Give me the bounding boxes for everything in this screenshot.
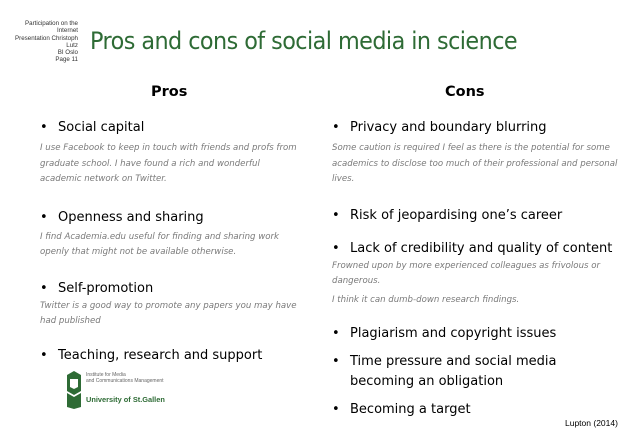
- pros-item: [40, 279, 302, 330]
- presentation-meta: [4, 20, 78, 64]
- bullet: •: [332, 120, 340, 135]
- university-logo: [64, 365, 184, 413]
- cons-item: [332, 400, 632, 420]
- cons-item: [332, 324, 632, 344]
- cons-item: [332, 118, 632, 188]
- cons-item-label: Time pressure and social media becoming an obligation: [350, 354, 557, 389]
- meta-line-presenter: Presentation Christoph Lutz: [15, 34, 78, 49]
- meta-line-venue: BI Oslo: [57, 49, 78, 57]
- cons-item-label: Plagiarism and copyright issues: [350, 326, 557, 341]
- pros-heading: Pros: [151, 84, 188, 100]
- meta-line-event: Participation on the Internet: [25, 20, 78, 35]
- cons-heading: Cons: [445, 84, 485, 100]
- pros-item-label: Openness and sharing: [58, 209, 204, 225]
- cons-column: [332, 118, 632, 420]
- cons-item: [332, 352, 632, 392]
- cons-item-quote: I think it can dumb-down research findings.: [332, 294, 520, 305]
- cons-item-quote: Some caution is required I feel as there is the potential for some academics to disclose too much of their professional and personal lives.: [332, 143, 618, 184]
- pros-item: [40, 208, 302, 261]
- bullet: •: [332, 240, 340, 256]
- pros-item-quote: Twitter is a good way to promote any papers you may have had published: [40, 300, 297, 326]
- logo-org-line: Institute for Media: [86, 372, 126, 378]
- cons-item-label: Privacy and boundary blurring: [350, 120, 547, 135]
- bullet: •: [40, 280, 48, 296]
- pros-item-quote: I use Facebook to keep in touch with friends and profs from graduate school. I have found a rich and wonderful academic network on Twitter.: [40, 143, 297, 184]
- meta-line-page: Page 11: [55, 56, 78, 64]
- pros-item-quote: I find Academia.edu useful for finding and sharing work openly that might not be available otherwise.: [40, 231, 280, 257]
- bullet: •: [40, 209, 48, 225]
- pros-item-label: Social capital: [58, 120, 145, 135]
- pros-column: [40, 118, 302, 366]
- bullet: •: [332, 326, 340, 341]
- cons-item: [332, 206, 632, 226]
- logo-university-name: University of St.Gallen: [86, 395, 165, 404]
- cons-item-quote: Frowned upon by more experienced colleagues as frivolous or dangerous.: [332, 260, 601, 286]
- pros-item: [40, 346, 302, 366]
- cons-item-label: Risk of jeopardising one’s career: [350, 207, 563, 223]
- university-crest-icon: [64, 365, 84, 411]
- logo-org-line: and Communications Management: [86, 377, 164, 384]
- cons-item-label: Becoming a target: [350, 402, 471, 417]
- citation: Lupton (2014): [565, 418, 618, 428]
- cons-item: [332, 239, 632, 309]
- bullet: •: [332, 402, 340, 417]
- logo-institute-name: [86, 373, 164, 385]
- cons-item-label: Lack of credibility and quality of content: [350, 240, 613, 256]
- bullet: •: [332, 354, 340, 369]
- pros-item-label: Self-promotion: [58, 280, 154, 296]
- bullet: •: [40, 347, 48, 363]
- pros-item: [40, 118, 302, 188]
- bullet: •: [332, 207, 340, 223]
- slide-title: Pros and cons of social media in science: [90, 27, 518, 55]
- pros-item-label: Teaching, research and support: [58, 347, 263, 363]
- bullet: •: [40, 120, 48, 135]
